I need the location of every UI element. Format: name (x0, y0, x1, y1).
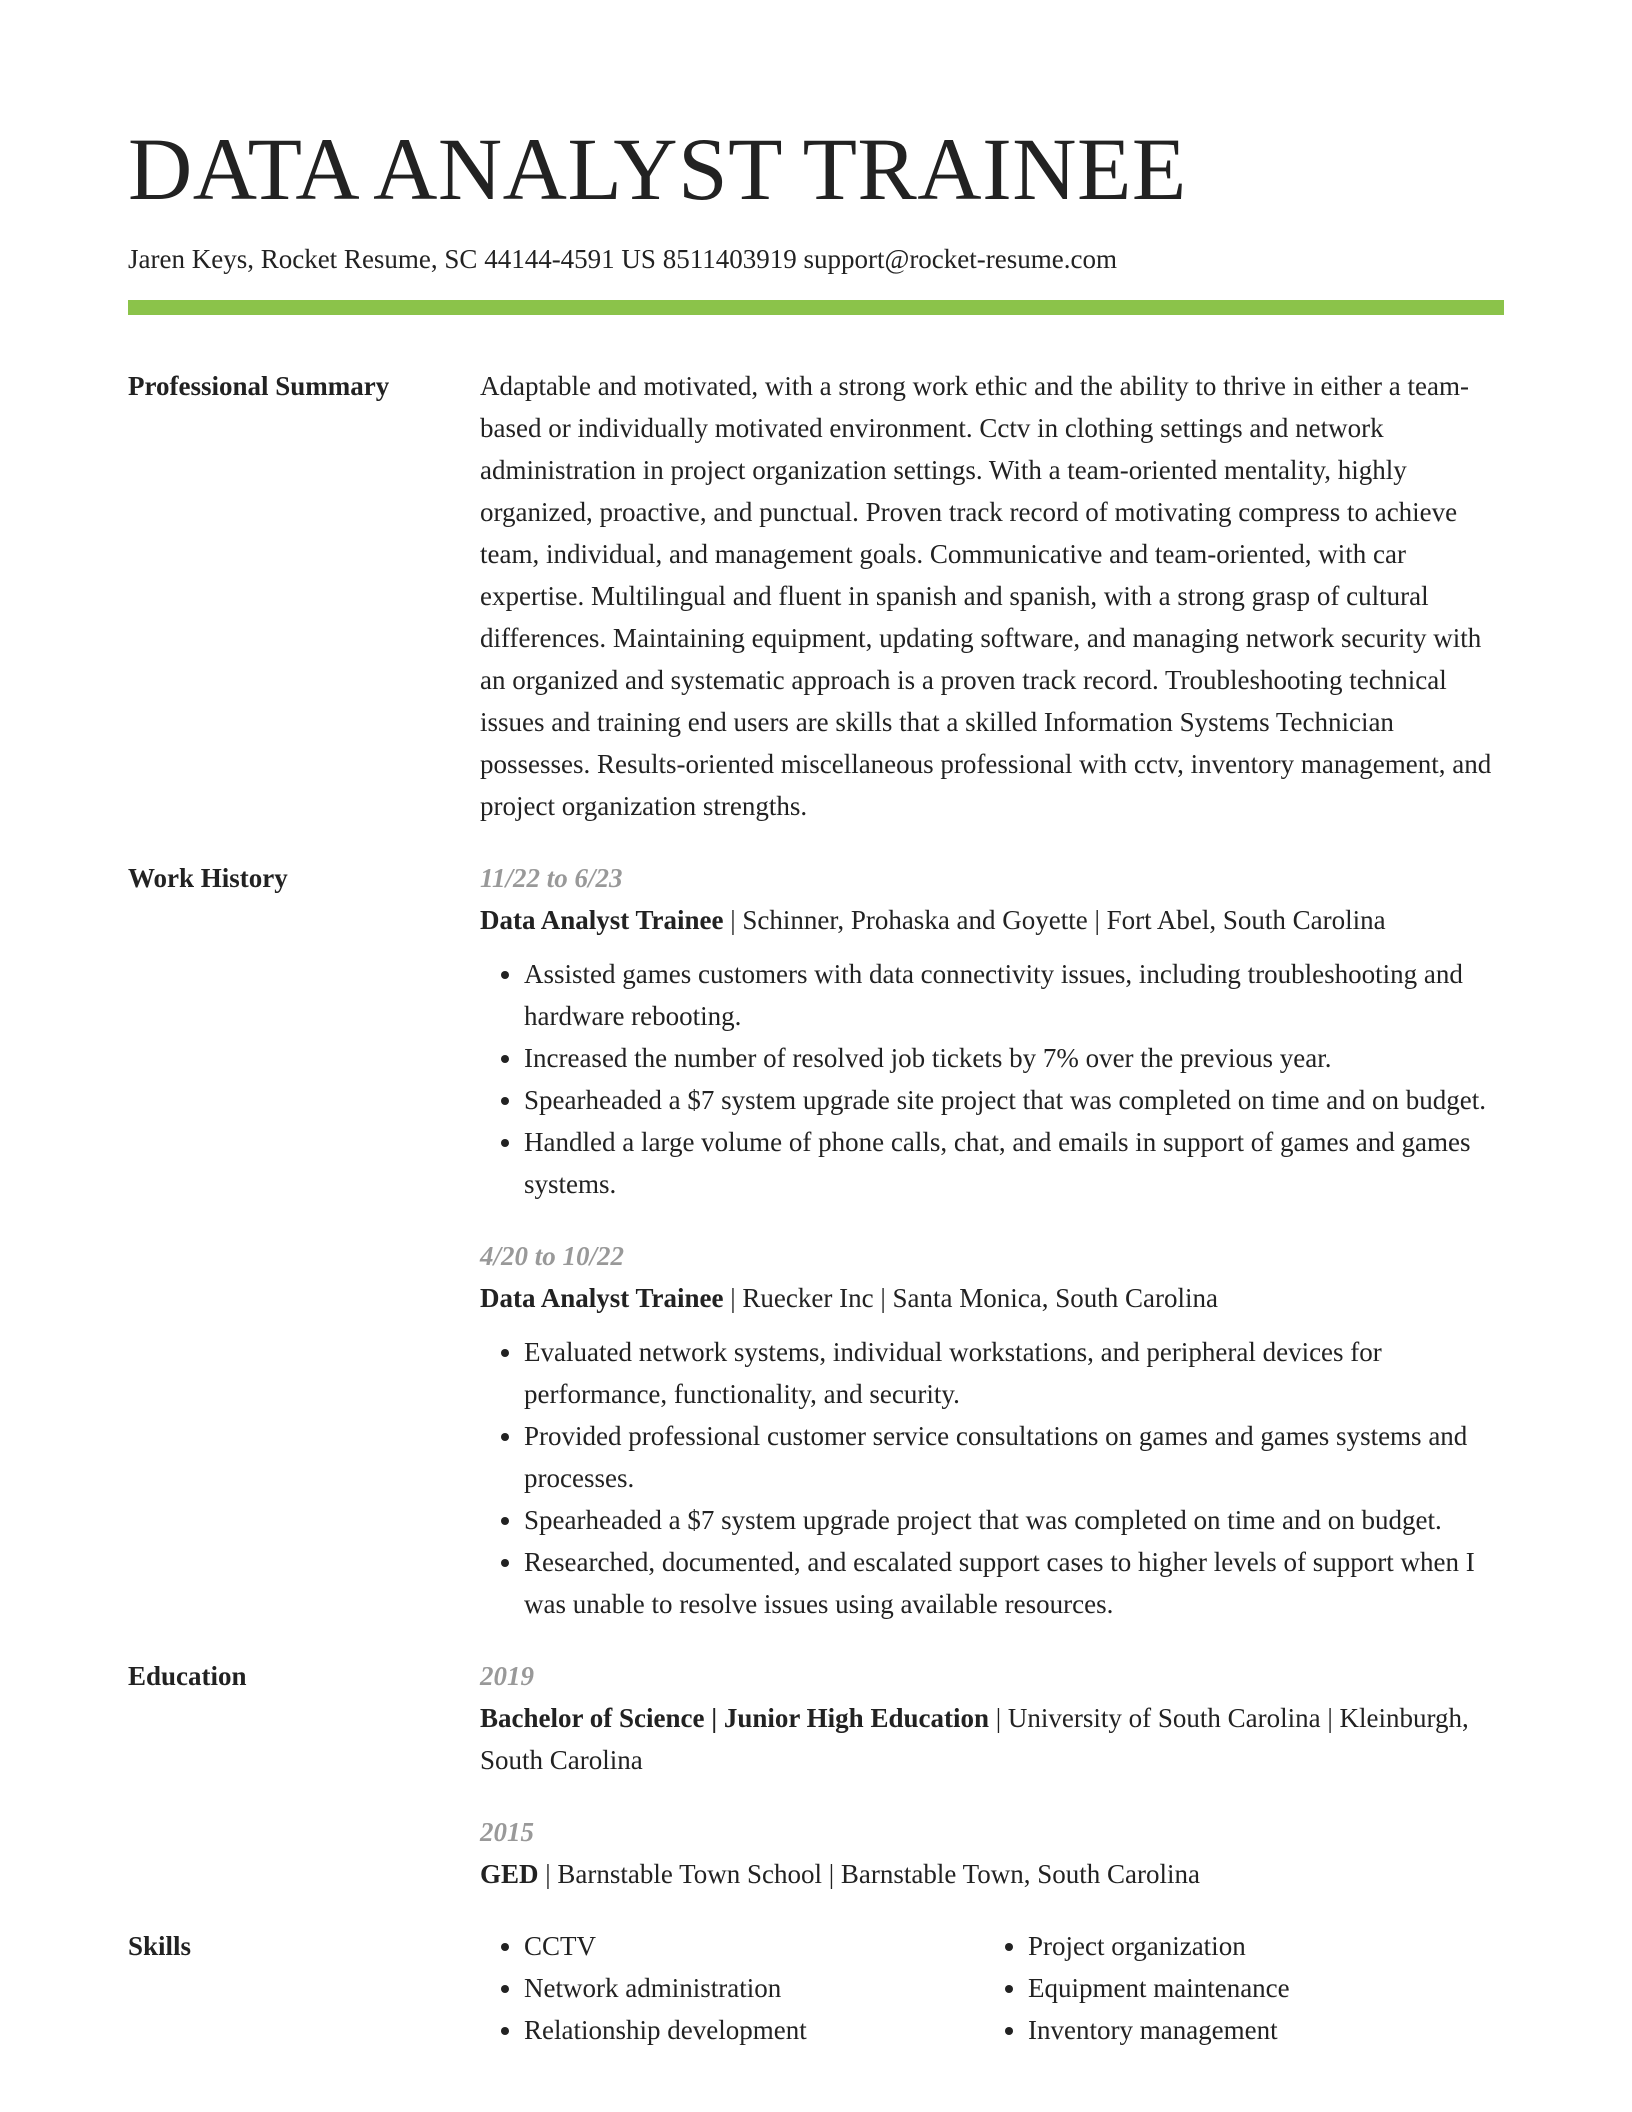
skills-list-right (984, 1925, 1488, 2051)
job-bullet: • Spearheaded a $7 system upgrade site project that was completed on time and on budget. (524, 1079, 1504, 1121)
education-heading-line (480, 1697, 1504, 1781)
skills-columns (480, 1925, 1504, 2051)
skill-item: • Network administration (524, 1967, 984, 2009)
education-section (128, 1655, 1504, 1895)
summary-text: Adaptable and motivated, with a strong work ethic and the ability to thrive in either a team-based or individually motivated environment. Cctv in clothing settings and network administration in project organization settings. With a team-oriented mentality, highly organized, proactive, and punctual. Proven track record of motivating compress to achieve team, individual, and management goals. Communicative and team-oriented, with car expertise. Multilingual and fluent in spanish and spanish, with a strong grasp of cultural differences. Maintaining equipment, updating software, and managing network security with an organized and systematic approach is a proven track record. Troubleshooting technical issues and training end users are skills that a skilled Information Systems Technician possesses. Results-oriented miscellaneous professional with cctv, inventory management, and project organization strengths. (480, 371, 1492, 821)
job-bullet: • Handled a large volume of phone calls, chat, and emails in support of games and games systems. (524, 1121, 1504, 1205)
work-history-heading: Work History (128, 863, 288, 893)
job-entry (480, 857, 1504, 1205)
education-heading-line (480, 1853, 1504, 1895)
education-details: | Barnstable Town School | Barnstable Town, South Carolina (538, 1859, 1200, 1889)
job-entry (480, 1235, 1504, 1625)
job-date: 11/22 to 6/23 (480, 863, 623, 893)
summary-heading: Professional Summary (128, 371, 390, 401)
skill-item: • Relationship development (524, 2009, 984, 2051)
education-details: | University of South Carolina | Kleinburgh, South Carolina (480, 1703, 1469, 1775)
contact-line: Jaren Keys, Rocket Resume, SC 44144-4591 US 8511403919 support@rocket-resume.com (128, 244, 1117, 274)
resume-title: DATA ANALYST TRAINEE (128, 121, 1187, 219)
job-heading (480, 899, 1504, 941)
summary-section (128, 365, 1504, 827)
education-entry (480, 1655, 1504, 1781)
job-bullet: • Spearheaded a $7 system upgrade project that was completed on time and on budget. (524, 1499, 1504, 1541)
skill-item: • CCTV (524, 1925, 984, 1967)
education-degree: GED (480, 1859, 539, 1889)
job-title: Data Analyst Trainee (480, 1283, 724, 1313)
job-details: | Ruecker Inc | Santa Monica, South Carolina (723, 1283, 1218, 1313)
skill-item: • Equipment maintenance (1028, 1967, 1488, 2009)
accent-divider (128, 300, 1504, 315)
job-bullets (480, 1331, 1504, 1625)
skills-heading: Skills (128, 1931, 192, 1961)
education-entry (480, 1811, 1504, 1895)
skill-item: • Project organization (1028, 1925, 1488, 1967)
skills-list-left (480, 1925, 984, 2051)
education-heading: Education (128, 1661, 247, 1691)
job-bullet: • Increased the number of resolved job tickets by 7% over the previous year. (524, 1037, 1504, 1079)
education-degree: Bachelor of Science | Junior High Education (480, 1703, 989, 1733)
job-bullet: • Evaluated network systems, individual workstations, and peripheral devices for performance, functionality, and security. (524, 1331, 1504, 1415)
job-title: Data Analyst Trainee (480, 905, 724, 935)
job-details: | Schinner, Prohaska and Goyette | Fort Abel, South Carolina (723, 905, 1386, 935)
job-heading (480, 1277, 1504, 1319)
education-date: 2019 (480, 1661, 534, 1691)
job-bullet: • Researched, documented, and escalated support cases to higher levels of support when I was unable to resolve issues using available resources. (524, 1541, 1504, 1625)
job-bullets (480, 953, 1504, 1205)
skills-section (128, 1925, 1504, 2051)
education-date: 2015 (480, 1817, 534, 1847)
job-date: 4/20 to 10/22 (480, 1241, 625, 1271)
job-bullet: • Provided professional customer service consultations on games and games systems and processes. (524, 1415, 1504, 1499)
skill-item: • Inventory management (1028, 2009, 1488, 2051)
work-history-section (128, 857, 1504, 1625)
job-bullet: • Assisted games customers with data connectivity issues, including troubleshooting and hardware rebooting. (524, 953, 1504, 1037)
